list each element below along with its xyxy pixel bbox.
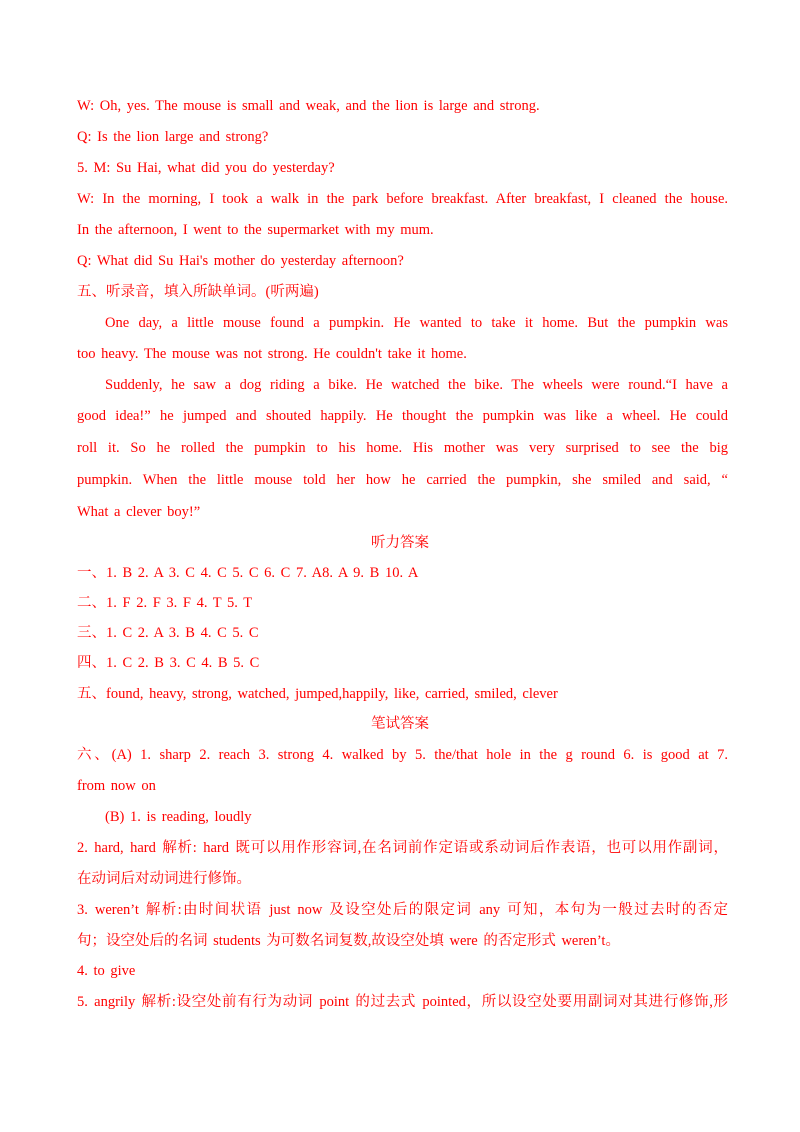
- passage-line: too heavy. The mouse was not strong. He couldn't take it home.: [77, 346, 467, 362]
- dialogue-line: W: In the morning, I took a walk in the park before breakfast. After breakfast, I cleaned the house.: [77, 191, 728, 207]
- written-answers-title: 笔试答案: [371, 716, 429, 732]
- section-heading: 五、听录音，填入所缺单词。(听两遍): [77, 284, 319, 300]
- answer-line: 六、(A) 1. sharp 2. reach 3. strong 4. walked by 5. the/that hole in the g round 6. is good at 7.: [77, 747, 728, 763]
- answer-line: 2. hard, hard 解析: hard 既可以用作形容词,在名词前作定语或系动词后作表语，也可以用作副词，: [77, 840, 728, 856]
- question-line: Q: What did Su Hai's mother do yesterday afternoon?: [77, 253, 404, 269]
- answer-line: from now on: [77, 778, 156, 794]
- answer-line: 一、1. B 2. A 3. C 4. C 5. C 6. C 7. A8. A 9. B 10. A: [77, 565, 419, 581]
- passage-line: good idea!” he jumped and shouted happily. He thought the pumpkin was like a wheel. He could: [77, 408, 728, 424]
- question-line: Q: Is the lion large and strong?: [77, 129, 269, 145]
- dialogue-line: W: Oh, yes. The mouse is small and weak, and the lion is large and strong.: [77, 98, 540, 114]
- passage-line: What a clever boy!”: [77, 504, 201, 520]
- passage-line: pumpkin. When the little mouse told her how he carried the pumpkin, she smiled and said, “: [77, 472, 728, 488]
- answer-line: 句；设空处后的名词 students 为可数名词复数,故设空处填 were 的否定形式 weren’t。: [77, 933, 620, 949]
- passage-line: roll it. So he rolled the pumpkin to his home. His mother was very surprised to see the big: [77, 440, 728, 456]
- answer-line: 二、1. F 2. F 3. F 4. T 5. T: [77, 595, 253, 611]
- dialogue-line: In the afternoon, I went to the supermarket with my mum.: [77, 222, 434, 238]
- answer-line: 五、found, heavy, strong, watched, jumped,happily, like, carried, smiled, clever: [77, 686, 558, 702]
- answer-line: (B) 1. is reading, loudly: [105, 809, 252, 825]
- answer-line: 3. weren’t 解析:由时间状语 just now 及设空处后的限定词 any 可知，本句为一般过去时的否定: [77, 902, 728, 918]
- answer-line: 三、1. C 2. A 3. B 4. C 5. C: [77, 625, 259, 641]
- answer-line: 5. angrily 解析:设空处前有行为动词 point 的过去式 pointed，所以设空处要用副词对其进行修饰,形: [77, 994, 728, 1010]
- answer-line: 4. to give: [77, 963, 136, 979]
- dialogue-line: 5. M: Su Hai, what did you do yesterday?: [77, 160, 335, 176]
- answer-line: 在动词后对动词进行修饰。: [77, 871, 251, 887]
- answer-line: 四、1. C 2. B 3. C 4. B 5. C: [77, 655, 260, 671]
- passage-line: One day, a little mouse found a pumpkin. He wanted to take it home. But the pumpkin was: [105, 315, 728, 331]
- passage-line: Suddenly, he saw a dog riding a bike. He watched the bike. The wheels were round.“I have a: [105, 377, 728, 393]
- listening-answers-title: 听力答案: [371, 535, 429, 551]
